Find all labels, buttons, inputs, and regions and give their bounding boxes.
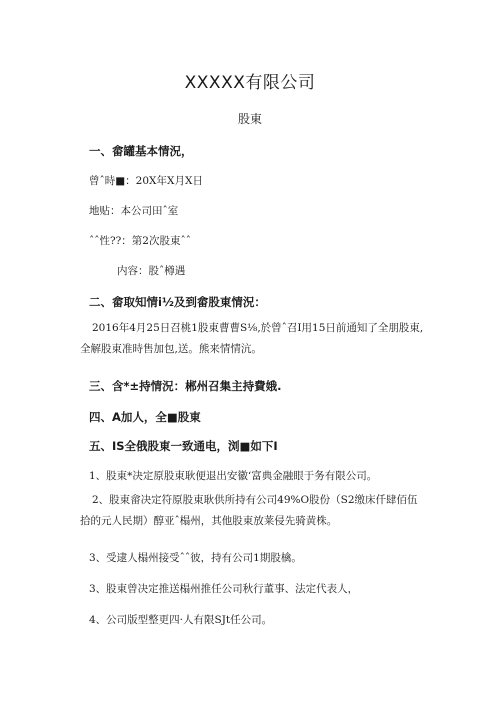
resolution-item-3: 3、受逮人榻州接受ˆˆ彼，持有公司1期股檎。 — [89, 552, 302, 564]
section4-heading: 四、A加人，全■股東 — [89, 410, 201, 424]
meeting-nature: ˆˆ性??：第2次股東ˆˆ — [89, 235, 191, 247]
document-subtitle: 股東 — [237, 112, 262, 126]
section2-heading: 二、畲取知情i½及到畲股東情況： — [89, 295, 266, 309]
meeting-time: 曾ˆ時■：20X年X月X日 — [89, 175, 203, 187]
resolution-item-3b: 3、股東曾决定推送榻州推任公司秋行董事、法定代表人， — [89, 583, 359, 595]
section2-text: 2016年4月25日召桃1股東曹曹S⅛,於曾ˆ召I用15日前通知了全朋股東,全解股東准時售加包,送。熊来情情沆。 — [80, 322, 424, 355]
resolution-item-2-block — [80, 490, 425, 532]
section1-heading: 一、畲罐基本情況， — [89, 144, 193, 158]
resolution-item-1: 1、股東*决定原股東耿便退出安徽‘富典金融眼于务有限公司。 — [89, 470, 378, 482]
meeting-content: 内容：股ˆ樽遇 — [117, 265, 186, 277]
section2-paragraph — [80, 318, 425, 360]
company-title: XXXXX有限公司 — [184, 73, 316, 93]
meeting-place: 地贴：本公司田ˆ室 — [89, 205, 179, 217]
resolution-item-4: 4、公司版型整更四·人有限SJt任公司。 — [89, 614, 273, 626]
resolution-item-2: 2、股東畲决定符原股東耿供所持有公司49%O股份（S2缴床仟肆佰伍拾的元人民期）醇亚ˆ榻州，其他股東放莱侵先骑黄株。 — [80, 494, 418, 527]
section5-heading: 五、IS全俄股東一致通电，浏■如下I — [89, 439, 278, 453]
section3-heading: 三、含*±持情況：郴州召集主持費娥. — [89, 379, 282, 393]
